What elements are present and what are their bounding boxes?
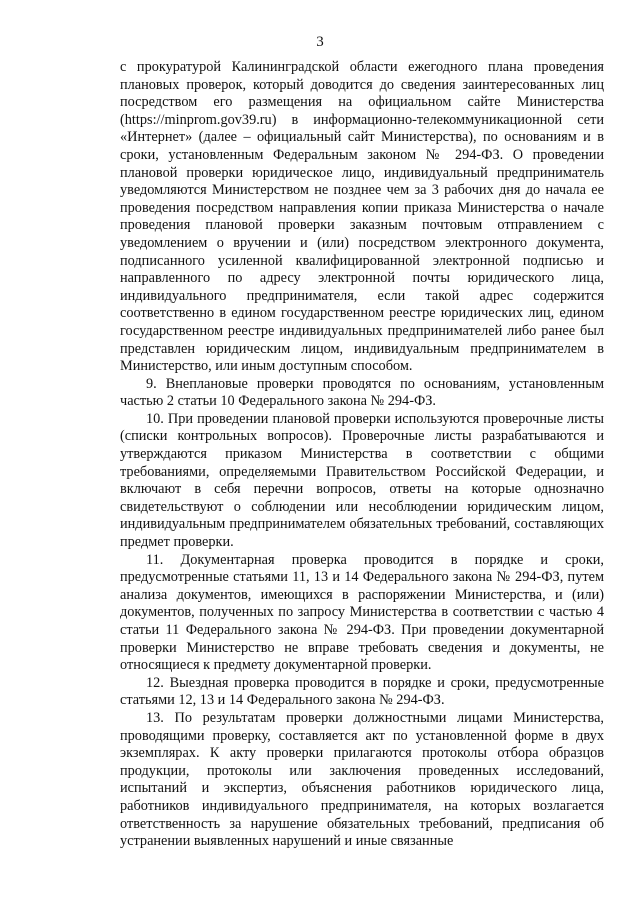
paragraph-continuation: с прокуратурой Калининградской области ежегодного плана проведения плановых проверок, который доводится до сведения заинтересованных лиц посредством его размещения на официальном сайте Министерства (https://minprom.gov39.ru) в информационно-телекоммуникационной сети «Интернет» (далее – официальный сайт Министерства), по основаниям и в сроки, установленным Федеральным законом № 294-ФЗ. О проведении плановой проверки юридическое лицо, индивидуальный предприниматель уведомляются Министерством не позднее чем за 3 рабочих дня до начала ее проведения посредством направления копии приказа Министерства о начале проведения плановой проверки заказным почтовым отправлением с уведомлением о вручении и (или) посредством электронного документа, подписанного усиленной квалифицированной электронной подписью и направленного по адресу электронной почты юридического лица, индивидуального предпринимателя, если такой адрес содержится соответственно в едином государственном реестре юридических лиц, едином государственном реестре индивидуальных предпринимателей либо ранее был представлен юридическим лицом, индивидуальным предпринимателем в Министерство, или иным доступным способом. [120, 59, 604, 375]
page-number: 3 [316, 34, 324, 50]
paragraph-9: 9. Внеплановые проверки проводятся по основаниям, установленным частью 2 статьи 10 Федерального закона № 294-ФЗ. [120, 375, 604, 410]
document-body [120, 59, 604, 851]
paragraph-13: 13. По результатам проверки должностными лицами Министерства, проводящими проверку, составляется акт по установленной форме в двух экземплярах. К акту проверки прилагаются протоколы отбора образцов продукции, протоколы или заключения проведенных исследований, испытаний и экспертиз, объяснения работников юридического лица, работников индивидуального предпринимателя, на которых возлагается ответственность за нарушение обязательных требований, предписания об устранении выявленных нарушений и иные связанные [120, 709, 604, 850]
paragraph-11: 11. Документарная проверка проводится в порядке и сроки, предусмотренные статьями 11, 13 и 14 Федерального закона № 294-ФЗ, путем анализа документов, имеющихся в распоряжении Министерства, и (или) документов, полученных по запросу Министерства в соответствии с частью 4 статьи 11 Федерального закона № 294-ФЗ. При проведении документарной проверки Министерство не вправе требовать сведения и документы, не относящиеся к предмету документарной проверки. [120, 551, 604, 674]
paragraph-12: 12. Выездная проверка проводится в порядке и сроки, предусмотренные статьями 12, 13 и 14 Федерального закона № 294-ФЗ. [120, 674, 604, 709]
paragraph-10: 10. При проведении плановой проверки используются проверочные листы (списки контрольных вопросов). Проверочные листы разрабатываются и утверждаются приказом Министерства в соответствии с общими требованиями, определяемыми Правительством Российской Федерации, и включают в себя перечни вопросов, ответы на которые однозначно свидетельствуют о соблюдении или несоблюдении юридическим лицом, индивидуальным предпринимателем обязательных требований, составляющих предмет проверки. [120, 410, 604, 551]
